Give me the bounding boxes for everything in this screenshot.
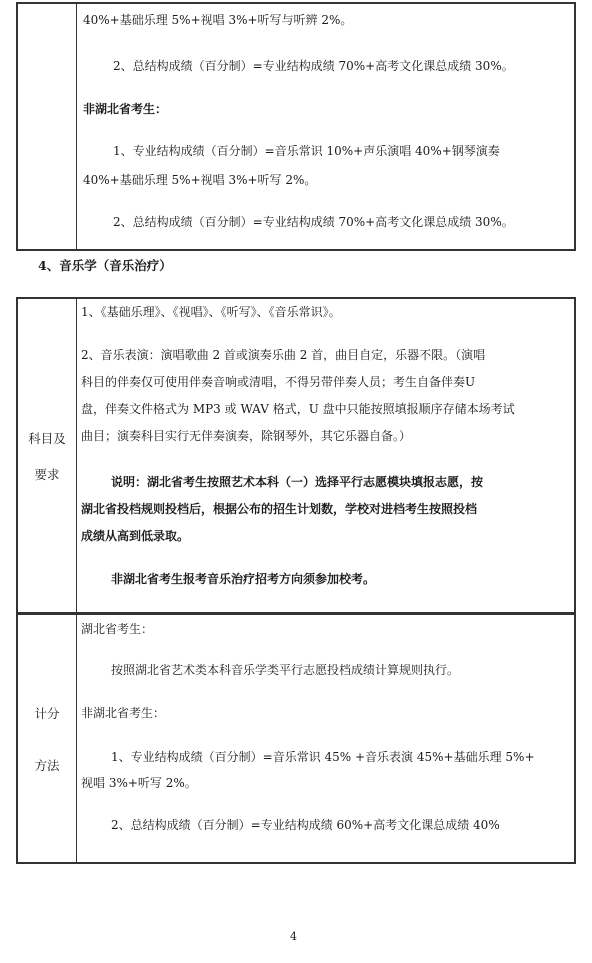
text-line: 1、《基础乐理》、《视唱》、《听写》、《音乐常识》。 [81, 305, 341, 319]
note-line: 湖北省投档规则投档后，根据公布的招生计划数，学校对进档考生按照投档 [81, 502, 478, 516]
text-line: 按照湖北省艺术类本科音乐学类平行志愿投档成绩计算规则执行。 [111, 663, 460, 677]
text-line: 视唱 3%+听写 2%。 [81, 776, 197, 790]
text-line: 2、音乐表演：演唱歌曲 2 首或演奏乐曲 2 首，曲目自定，乐器不限。（演唱 [81, 348, 486, 362]
note-line: 成绩从高到低录取。 [81, 529, 190, 543]
section-heading: 4、音乐学（音乐治疗） [38, 258, 172, 273]
label-text: 方法 [34, 757, 60, 773]
note-line: 说明：湖北省考生按照艺术本科（一）选择平行志愿模块填报志愿，按 [111, 475, 484, 489]
content-cell [77, 299, 574, 612]
text-line: 非湖北省考生： [81, 706, 166, 720]
scoring-table-continued [16, 2, 576, 251]
text-line: 科目的伴奏仅可使用伴奏音响或清唱，不得另带伴奏人员；考生自备伴奏U [81, 375, 476, 389]
label-text: 科目及 [28, 430, 66, 446]
label-cell [18, 615, 77, 862]
text-line: 40%+基础乐理 5%+视唱 3%+听写 2%。 [83, 173, 317, 187]
label-text: 计分 [34, 705, 60, 721]
subheading: 非湖北省考生： [83, 102, 168, 116]
text-line: 2、总结构成绩（百分制）=专业结构成绩 70%+高考文化课总成绩 30%。 [113, 59, 514, 73]
text-line: 2、总结构成绩（百分制）=专业结构成绩 60%+高考文化课总成绩 40% [111, 818, 500, 832]
note-line: 非湖北省考生报考音乐治疗招考方向须参加校考。 [111, 572, 376, 586]
text-line: 40%+基础乐理 5%+视唱 3%+听写与听辨 2%。 [83, 13, 353, 27]
requirements-table [16, 297, 576, 614]
text-line: 2、总结构成绩（百分制）=专业结构成绩 70%+高考文化课总成绩 30%。 [113, 215, 514, 229]
scoring-table [16, 614, 576, 864]
text-line: 盘，伴奏文件格式为 MP3 或 WAV 格式，U 盘中只能按照填报顺序存储本场考试 [81, 402, 515, 416]
text-line: 曲目；演奏科目实行无伴奏演奏，除钢琴外，其它乐器自备。） [81, 429, 412, 443]
page-number: 4 [290, 930, 297, 943]
label-cell [18, 299, 77, 612]
text-line: 湖北省考生： [81, 622, 154, 636]
content-cell [77, 615, 574, 862]
text-line: 1、专业结构成绩（百分制）=音乐常识 45% +音乐表演 45%+基础乐理 5%+ [111, 750, 535, 764]
label-text: 要求 [34, 466, 60, 482]
label-cell-empty [18, 4, 77, 249]
content-cell [77, 4, 574, 249]
text-line: 1、专业结构成绩（百分制）=音乐常识 10%+声乐演唱 40%+钢琴演奏 [113, 144, 500, 158]
